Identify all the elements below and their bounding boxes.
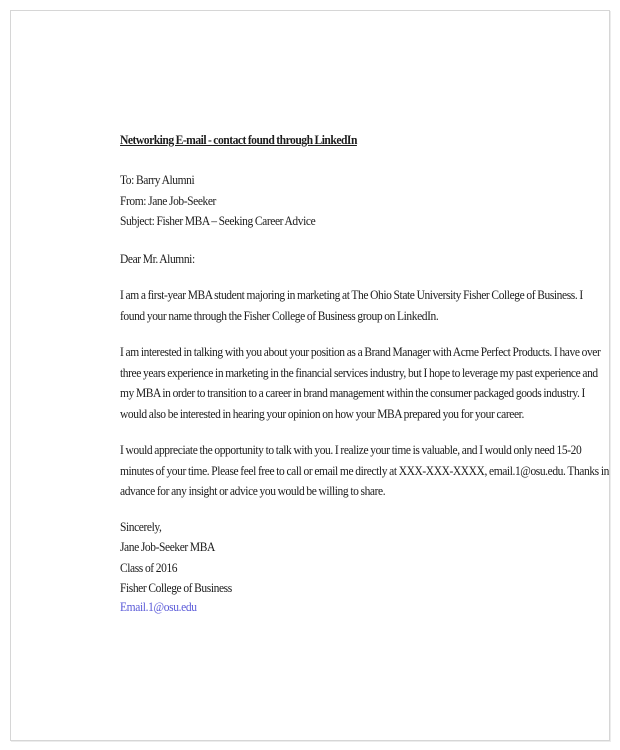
paragraph-line: advance for any insight or advice you would be willing to share. (120, 484, 386, 498)
paragraph-interest (120, 342, 601, 424)
document-title: Networking E-mail - contact found through LinkedIn (120, 133, 357, 147)
signer-name: Jane Job-Seeker MBA (120, 540, 215, 554)
paragraph-intro (120, 285, 583, 326)
signer-school: Fisher College of Business (120, 581, 232, 595)
paragraph-request (120, 440, 609, 502)
paragraph-line: my MBA in order to transition to a career in brand management within the consumer packaged goods industry. I (120, 386, 585, 400)
signer-class: Class of 2016 (120, 560, 178, 575)
paragraph-line: three years experience in marketing in the financial services industry, but I hope to leverage my past experience and (120, 365, 598, 380)
paragraph-line: I would appreciate the opportunity to talk with you. I realize your time is valuable, and I would only need 15-20 (120, 443, 582, 457)
closing: Sincerely, (120, 519, 162, 534)
to-line: To: Barry Alumni (120, 173, 195, 187)
email-link-clipped[interactable] (120, 597, 488, 614)
paragraph-line: I am interested in talking with you about your position as a Brand Manager with Acme Perfect Products. I have over (120, 345, 601, 359)
paragraph-line: would also be interested in hearing your opinion on how your MBA prepared you for your career. (120, 406, 524, 421)
email-link-text: Email.1@osu.edu (120, 599, 197, 614)
subject-line: Subject: Fisher MBA – Seeking Career Advice (120, 214, 316, 228)
paragraph-line: found your name through the Fisher College of Business group on LinkedIn. (120, 308, 439, 323)
from-line: From: Jane Job-Seeker (120, 193, 216, 208)
greeting: Dear Mr. Alumni: (120, 251, 195, 266)
signature-block (120, 517, 520, 614)
paragraph-line: minutes of your time. Please feel free to call or email me directly at XXX-XXX-XXXX, email.1@osu.edu. Thanks in (120, 463, 609, 478)
paragraph-line: I am a first-year MBA student majoring in marketing at The Ohio State University Fisher College of Business. I (120, 288, 583, 302)
email-document (120, 131, 609, 614)
email-header (120, 170, 520, 232)
